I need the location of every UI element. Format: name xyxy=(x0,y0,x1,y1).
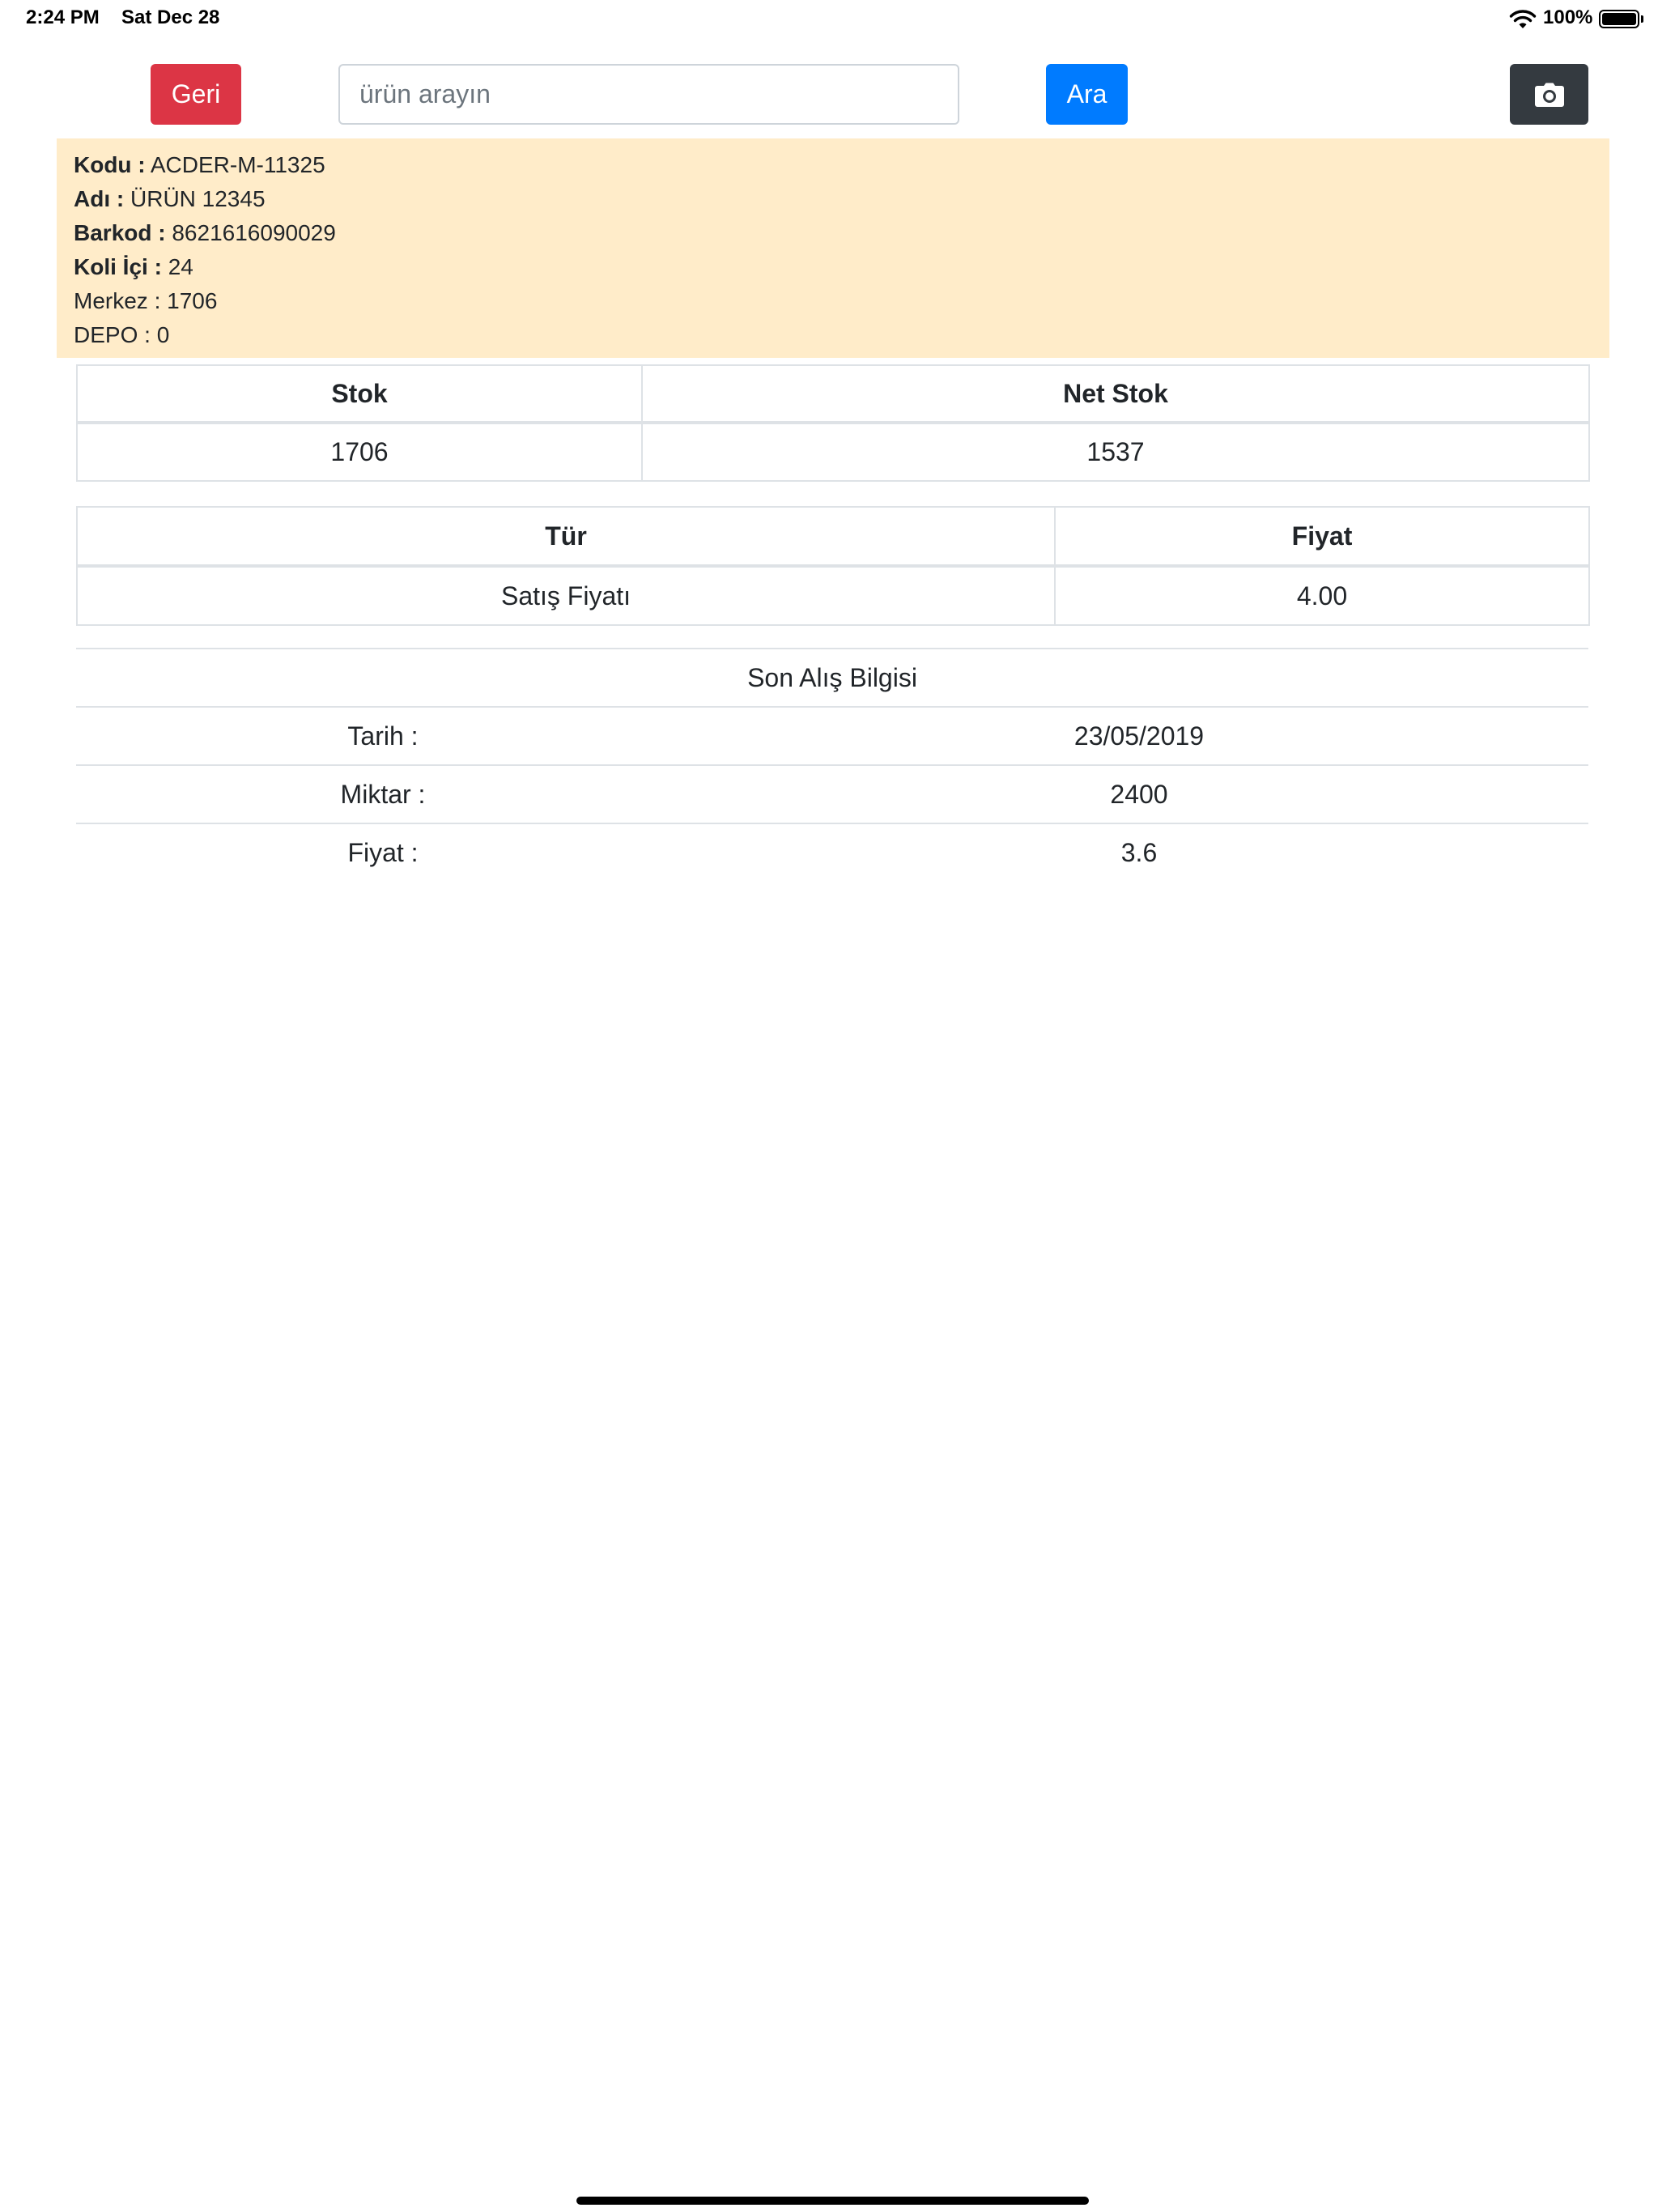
product-pack: 24 xyxy=(168,254,193,279)
wifi-icon xyxy=(1509,9,1537,30)
price-value: 4.00 xyxy=(1055,566,1589,625)
search-input[interactable] xyxy=(338,64,959,125)
net-stock-header: Net Stok xyxy=(642,365,1589,423)
status-time: 2:24 PM xyxy=(26,6,100,28)
battery-nub xyxy=(1641,15,1643,23)
product-code-label: Kodu : xyxy=(74,152,146,177)
type-header: Tür xyxy=(77,507,1055,566)
last-purchase-title: Son Alış Bilgisi xyxy=(76,649,1588,707)
battery-icon xyxy=(1599,10,1639,28)
table-row xyxy=(76,765,1588,823)
status-date: Sat Dec 28 xyxy=(121,6,220,28)
product-name: ÜRÜN 12345 xyxy=(130,186,266,211)
product-barcode-label: Barkod : xyxy=(74,220,166,245)
product-info-panel xyxy=(57,138,1609,358)
back-button[interactable]: Geri xyxy=(151,64,241,125)
stock-table xyxy=(76,364,1590,482)
search-button[interactable]: Ara xyxy=(1046,64,1128,125)
table-row xyxy=(77,566,1589,625)
stock-header: Stok xyxy=(77,365,642,423)
price-table xyxy=(76,506,1590,626)
purchase-quantity-value: 2400 xyxy=(690,765,1588,823)
purchase-date-label: Tarih : xyxy=(76,707,690,765)
product-code-line xyxy=(74,148,1592,182)
product-barcode-line xyxy=(74,216,1592,250)
table-row xyxy=(76,707,1588,765)
price-header: Fiyat xyxy=(1055,507,1589,566)
purchase-price-label: Fiyat : xyxy=(76,823,690,881)
table-caption-row xyxy=(76,649,1588,707)
product-pack-label: Koli İçi : xyxy=(74,254,162,279)
net-stock-value: 1537 xyxy=(642,423,1589,481)
purchase-price-value: 3.6 xyxy=(690,823,1588,881)
product-pack-line xyxy=(74,250,1592,284)
table-header-row xyxy=(77,507,1589,566)
product-center-stock: Merkez : 1706 xyxy=(74,288,218,313)
purchase-quantity-label: Miktar : xyxy=(76,765,690,823)
table-row xyxy=(76,823,1588,881)
product-name-label: Adı : xyxy=(74,186,125,211)
product-name-line xyxy=(74,182,1592,216)
table-header-row xyxy=(77,365,1589,423)
product-code: ACDER-M-11325 xyxy=(150,152,325,177)
purchase-date-value: 23/05/2019 xyxy=(690,707,1588,765)
last-purchase-table xyxy=(76,648,1588,881)
home-indicator[interactable] xyxy=(576,2197,1089,2205)
product-barcode: 8621616090029 xyxy=(172,220,336,245)
battery-percent: 100% xyxy=(1543,6,1593,28)
camera-button[interactable] xyxy=(1510,64,1588,125)
stock-value: 1706 xyxy=(77,423,642,481)
product-depot-stock: DEPO : 0 xyxy=(74,322,170,347)
camera-icon xyxy=(1535,83,1564,107)
price-type: Satış Fiyatı xyxy=(77,566,1055,625)
table-row xyxy=(77,423,1589,481)
